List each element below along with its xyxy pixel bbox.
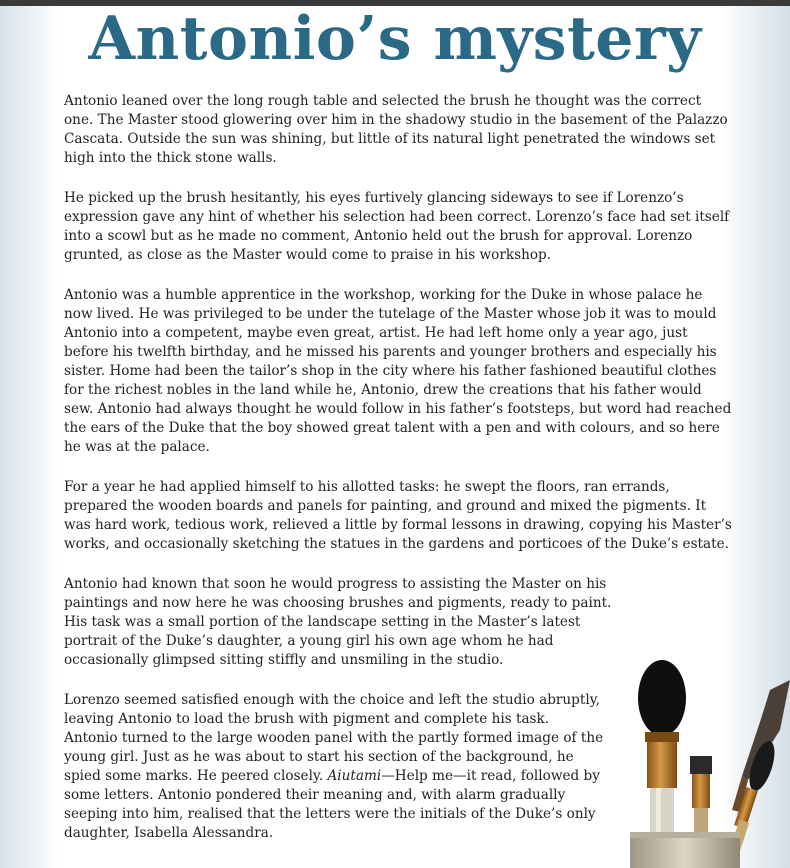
palette-knife-icon (732, 680, 790, 812)
left-edge-shade (0, 6, 60, 868)
paragraph-5: Antonio had known that soon he would progress to assisting the Master on his paintings and now here he was choosing brushes and pigments, ready to paint. His task was a small portion of the landscape setting in the Master’s latest portrait of the Duke’s daughter, a young girl his own age whom he had occasionally glimpsed sitting stiffly and unsmiling in the studio. (64, 576, 612, 668)
paragraph-1: Antonio leaned over the long rough table and selected the brush he thought was the correct one. The Master stood glowering over him in the shadowy studio in the basement of the Palazzo Cascata. Outside the sun was shining, but little of its natural light penetrated the windows set high into the thick stone walls. (64, 93, 728, 166)
paragraph-4: For a year he had applied himself to his allotted tasks: he swept the floors, ran errands, prepared the wooden boards and panels for painting, and ground and mixed the pigments. It was hard work, tedious work, relieved a little by formal lessons in drawing, copying his Master’s works, and occasionally sketching the statues in the gardens and porticoes of the Duke’s estate. (64, 479, 732, 552)
paragraph-3: Antonio was a humble apprentice in the workshop, working for the Duke in whose palace he now lived. He was privileged to be under the tutelage of the Master whose job it was to mould Antonio into a competent, maybe even great, artist. He had left home only a year ago, just before his twelfth birthday, and he missed his parents and younger brothers and especially his sister. Home had been the tailor’s shop in the city where his father fashioned beautiful clothes for the richest nobles in the land while he, Antonio, drew the creations that his father would sew. Antonio had always thought he would follow in his father’s footsteps, but word had reached the ears of the Duke that the boy showed great talent with a pen and with colours, and so here he was at the palace. (64, 287, 732, 455)
paragraph-6-start: Lorenzo seemed satisfied enough with the choice and left the studio abruptly, leaving Antonio to load the brush with pigment and complete his task. Antonio turned to the large wooden panel with the partly formed image of the young girl. Just as he was about to start his section of the background, he spied some marks. He peered closely. (64, 692, 604, 784)
paragraph-6 (64, 691, 604, 843)
page-title: Antonio’s mystery (88, 4, 702, 74)
italic-word: Aiutami (327, 768, 382, 784)
paintbrush-illustration (620, 660, 790, 868)
paragraph-2: He picked up the brush hesitantly, his eyes furtively glancing sideways to see if Lorenzo’s expression gave any hint of whether his selection had been correct. Lorenzo’s face had set itself into a scowl but as he made no comment, Antonio held out the brush for approval. Lorenzo grunted, as close as the Master would come to praise in his workshop. (64, 190, 730, 263)
jar-icon (630, 832, 740, 868)
paragraph-6-end: —Help me—it read, followed by some letters. Antonio pondered their meaning and, with alarm gradually seeping into him, realised that the letters were the initials of the Duke’s only daughter, Isabella Alessandra. (64, 768, 600, 841)
